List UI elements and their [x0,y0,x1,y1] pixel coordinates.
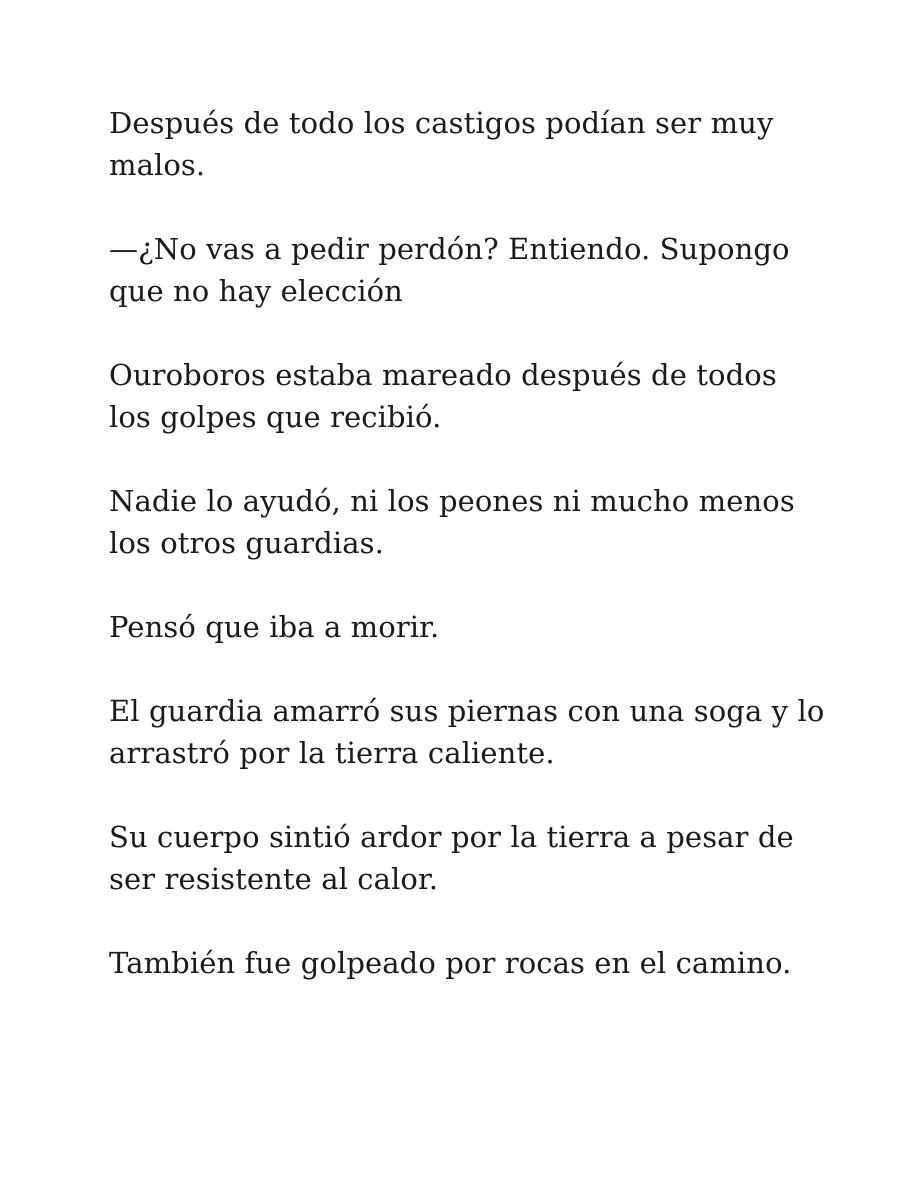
paragraph [109,354,809,438]
text-line: Pensó que iba a morir. [109,610,440,644]
paragraph [109,816,809,900]
text-line: También fue golpeado por rocas en el camino. [109,946,792,980]
paragraph [109,690,825,774]
text-line: los otros guardias. [109,526,384,560]
paragraph [109,606,809,648]
text-line: Ouroboros estaba mareado después de todos [109,358,777,392]
story-text [109,102,825,1026]
paragraph [109,228,809,312]
paragraph [109,102,809,186]
text-line: Nadie lo ayudó, ni los peones ni mucho menos [109,484,795,518]
text-line: —¿No vas a pedir perdón? Entiendo. Supongo [109,232,790,266]
text-line: los golpes que recibió. [109,400,442,434]
text-line: Su cuerpo sintió ardor por la tierra a pesar de [109,820,794,854]
paragraph [109,480,809,564]
text-line: arrastró por la tierra caliente. [109,736,555,770]
text-line: ser resistente al calor. [109,862,439,896]
text-line: que no hay elección [109,274,403,308]
text-line: Después de todo los castigos podían ser muy [109,106,774,140]
paragraph [109,942,809,984]
text-line: El guardia amarró sus piernas con una soga y lo [109,694,825,728]
text-line: malos. [109,148,206,182]
